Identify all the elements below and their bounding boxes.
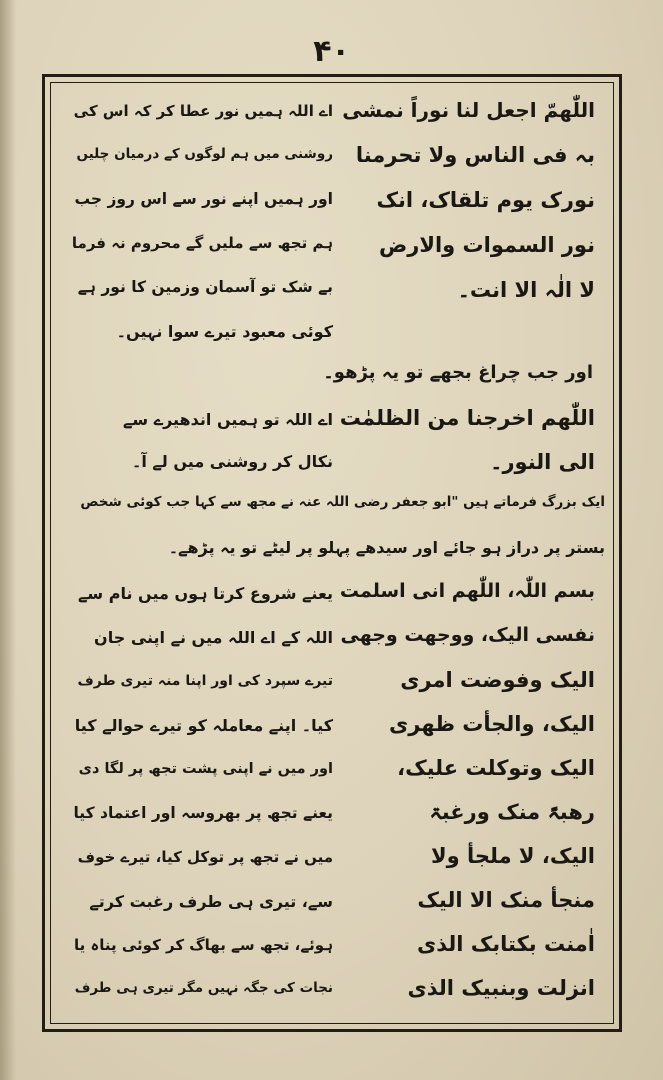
dua-3-translation-line: میں نے تجھ پر توکل کیا، تیرے خوف: [77, 848, 333, 866]
dua-3-arabic-line: الیک وفوضت امری: [400, 668, 595, 692]
dua-3-arabic-line: انزلت وبنبیک الذی: [407, 976, 595, 1000]
dua-3-arabic-line: الیک، لا ملجأ ولا: [431, 844, 595, 868]
dua-1-translation-line: کوئی معبود تیرے سوا نہیں۔: [116, 322, 333, 341]
page-number: ۴۰: [313, 34, 350, 69]
dua-3-translation-line: تیرے سپرد کی اور اپنا منہ تیری طرف: [77, 673, 333, 689]
dua-3-translation-line: یعنے شروع کرتا ہوں میں نام سے: [78, 584, 333, 603]
dua-1-translation-line: روشنی میں ہم لوگوں کے درمیان چلیں: [76, 146, 333, 162]
dua-2-translation-line: نکال کر روشنی میں لے آ۔: [132, 452, 333, 471]
dua-1-translation-line: اے اللہ ہمیں نور عطا کر کہ اس کی: [73, 102, 333, 120]
dua-3-translation-line: ہوئے، تجھ سے بھاگ کر کوئی پناہ یا: [73, 936, 333, 954]
dua-3-arabic-line: بسم اللّٰہ، اللّٰھم انی اسلمت: [339, 580, 595, 602]
dua-3-translation-line: اللہ کے اے اللہ میں نے اپنی جان: [94, 628, 333, 647]
dua-3-translation-line: سے، تیری ہی طرف رغبت کرتے: [89, 892, 333, 911]
dua-3-translation-line: کیا۔ اپنے معاملہ کو تیرے حوالے کیا: [74, 716, 333, 735]
narration-line: بستر پر دراز ہو جائے اور سیدھے پہلو پر لیٹے تو یہ پڑھے۔: [168, 538, 605, 557]
dua-3-arabic-line: الیک وتوکلت علیک،: [397, 756, 595, 780]
dua-1-translation-line: بے شک تو آسمان وزمین کا نور ہے: [77, 278, 333, 296]
narration-line: ایک بزرگ فرماتے ہیں "ابو جعفر رضی اللہ عنہ نے مجھ سے کہا جب کوئی شخص: [80, 494, 605, 510]
lamp-instruction: اور جب چراغ بجھے تو یہ پڑھو۔: [323, 362, 593, 383]
dua-1-arabic-line: بہ فی الناس ولا تحرمنا: [355, 143, 595, 167]
dua-2-translation-line: اے اللہ تو ہمیں اندھیرے سے: [123, 410, 333, 429]
dua-1-arabic-line: اللّٰھمّ اجعل لنا نوراً نمشی: [342, 98, 595, 122]
dua-3-arabic-line: منجأ منک الا الیک: [417, 888, 595, 912]
dua-1-translation-line: ہم تجھ سے ملیں گے محروم نہ فرما: [71, 234, 333, 252]
dua-3-arabic-line: اٰمنت بکتابک الذی: [416, 932, 595, 956]
dua-3-translation-line: نجات کی جگہ نہیں مگر تیری ہی طرف: [74, 980, 333, 996]
binding-shadow: [0, 0, 16, 1080]
dua-1-arabic-line: لا الٰہ الا انت۔: [457, 278, 595, 302]
dua-3-translation-line: یعنے تجھ پر بھروسہ اور اعتماد کیا: [73, 804, 333, 822]
dua-1-arabic-line: نور السموات والارض: [379, 233, 595, 257]
dua-3-arabic-line: نفسی الیک، ووجھت وجھی: [340, 624, 595, 646]
dua-3-translation-line: اور میں نے اپنی پشت تجھ پر لگا دی: [78, 761, 333, 777]
dua-3-arabic-line: رھبۃً منک ورغبۃ: [429, 800, 595, 824]
dua-1-arabic-line: نورک یوم تلقاک، انک: [376, 188, 595, 212]
dua-1-translation-line: اور ہمیں اپنے نور سے اس روز جب: [74, 190, 333, 208]
dua-2-arabic-line: الی النور۔: [490, 450, 595, 474]
dua-3-arabic-line: الیک، والجأت ظھری: [389, 712, 595, 736]
dua-2-arabic-line: اللّٰھم اخرجنا من الظلمٰت: [339, 406, 595, 430]
